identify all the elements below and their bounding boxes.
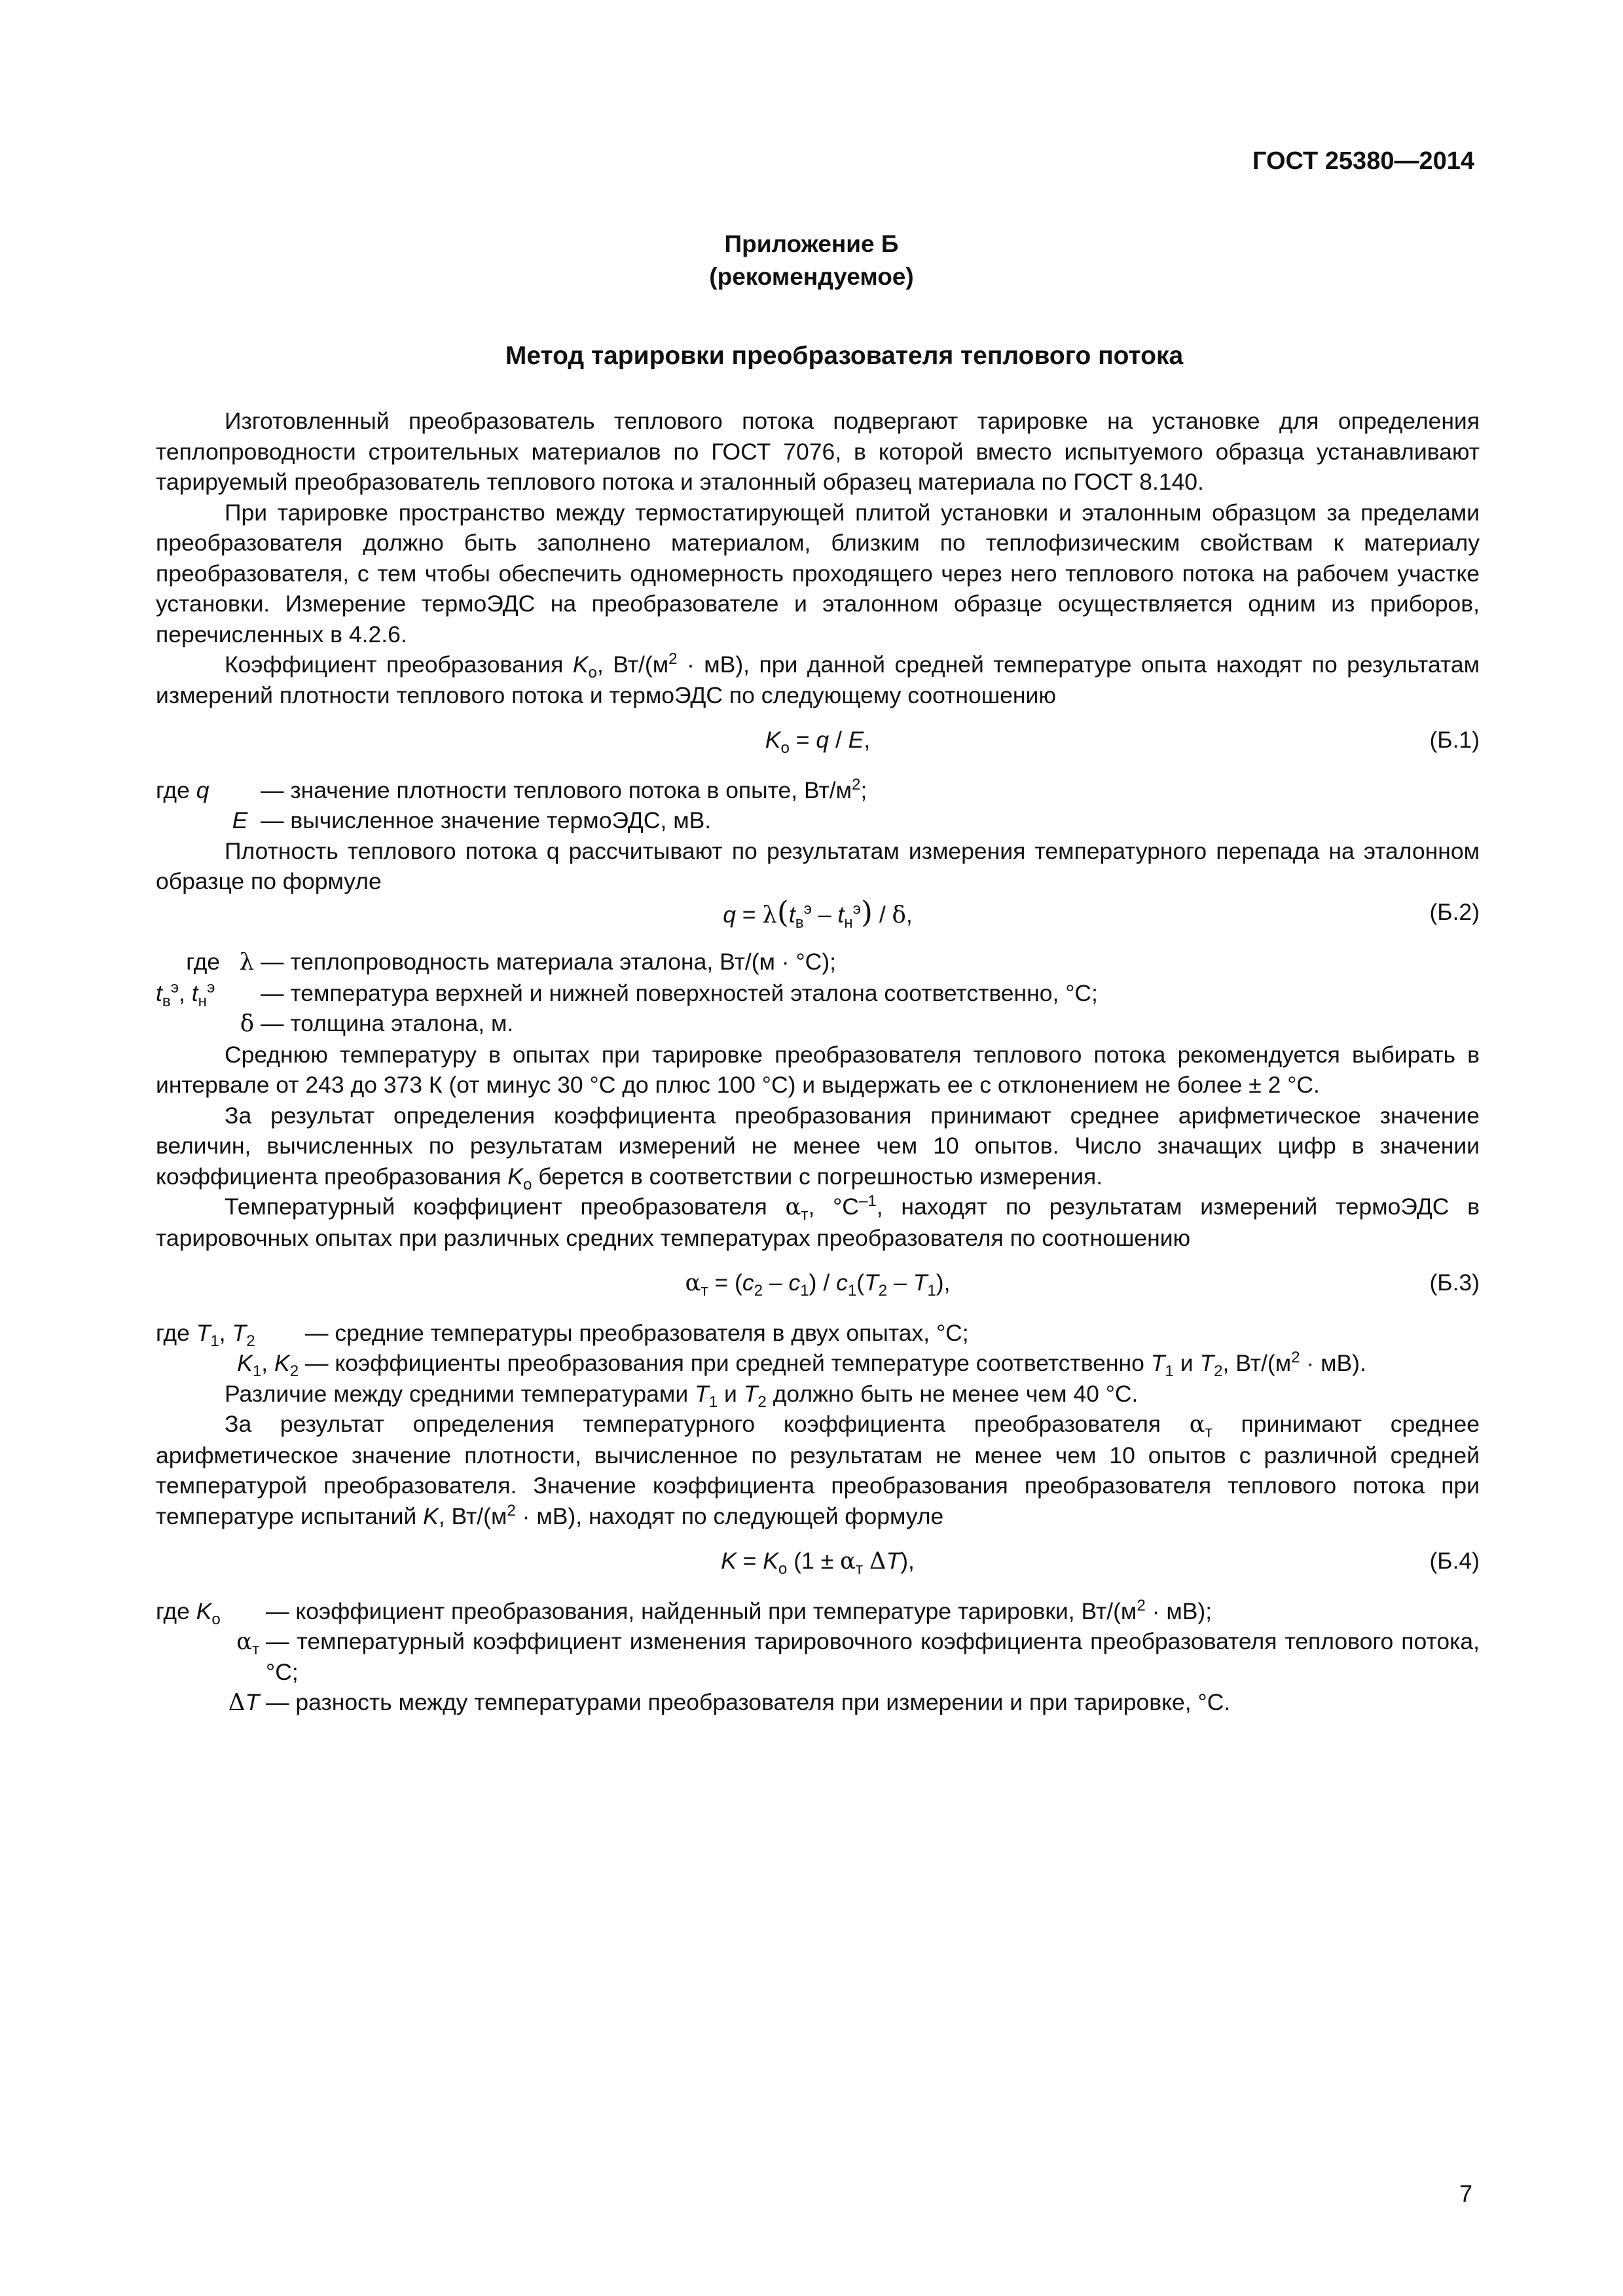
where-block-b4: где $K_о$ — коэффициент преобразования, найденный при температуре тарировки, $Вт/(м^2 \cdot мВ)$; $\alpha_т$ — температурный коэффициент изменения тарировочного коэффициента преобразователя теплового потока, °С; ΔT — разность между температурами преобразователя при измерении и при тарировке, °С.: [156, 1596, 1480, 1716]
appendix-subtitle: (рекомендуемое): [709, 263, 914, 290]
paragraph-2: При тарировке пространство между термостатирующей плитой установки и эталонным образцом за пределами преобразователя должно быть заполнено материалом, близким по теплофизическим свойствам к материалу преобразователя, с тем чтобы обеспечить одномерность проходящего через него теплового потока на рабочем участке установки. Измерение термоЭДС на преобразователе и эталонном образце осуществляется одним из приборов, перечисленных в 4.2.6.: [156, 499, 1480, 647]
formula-b1: $K_о = q / E$, (Б.1): [156, 725, 1480, 756]
formula-number: (Б.3): [1429, 1269, 1480, 1296]
paragraph-1: Изготовленный преобразователь теплового потока подвергают тарировке на установке для определения теплопроводности строительных материалов по ГОСТ 7076, в которой вместо испытуемого образца устанавливают тарируемый преобразователь теплового потока и эталонный образец материала по ГОСТ 8.140.: [156, 408, 1480, 495]
formula-b2: $q = \lambda(t_в^э - t_н^э) / \delta$, (Б.2): [723, 894, 1480, 932]
where-block-b3: где $T_1$, $T_2$ — средние температуры преобразователя в двух опытах, °С; $K_1$, $K_2$ — коэффициенты преобразования при средней температуре соответственно $T_1$ и $T_2$, $Вт/(м^2 \cdot мВ)$.: [156, 1319, 1366, 1381]
where-block-b2: где λ — теплопроводность материала эталона, Вт/(м · °С); $t_в^э$, $t_н^э$ — температура верхней и нижней поверхностей эталона соответственно, °С; δ — толщина эталона, м.: [156, 949, 1098, 1037]
formula-b3: $\alpha_т = (c_2 - c_1) / c_1(T_2 - T_1)$, (Б.3): [156, 1267, 1480, 1298]
document-code: ГОСТ 25380—2014: [1252, 147, 1474, 175]
paragraph-8: Различие между средними температурами $T_1$ и $T_2$ должно быть не менее чем 40 °С.: [225, 1380, 1139, 1411]
formula-number: (Б.4): [1429, 1548, 1480, 1574]
appendix-title: Приложение Б: [724, 230, 899, 257]
page-number: 7: [1459, 2180, 1472, 2207]
paragraph-7: Температурный коэффициент преобразователя $\alpha_т$, $^\circ С^{-1}$, находят по результатам измерений термоЭДС в тарировочных опытах при различных средних температурах преобразователя по соотношению: [156, 1192, 1480, 1251]
paragraph-3: Коэффициент преобразования $K_о$, $Вт/(м^2 \cdot мВ)$, при данной средней температуре опыта находят по результатам измерений плотности теплового потока и термоЭДС по следующему соотношению: [156, 650, 1480, 708]
document-body: [156, 406, 1480, 1719]
formula-number: (Б.2): [1429, 898, 1480, 925]
paragraph-5: Среднюю температуру в опытах при тарировке преобразователя теплового потока рекомендуется выбирать в интервале от 243 до 373 К (от минус 30 °С до плюс 100 °С) и выдержать ее с отклонением не более ± 2 °С.: [156, 1041, 1480, 1098]
paragraph-6: За результат определения коэффициента преобразования принимают среднее арифметическое значение величин, вычисленных по результатам измерений не менее чем 10 опытов. Число значащих цифр в значении коэффициента преобразования $K_о$ берется в соответствии с погрешностью измерения.: [156, 1102, 1480, 1194]
where-block-b1: где q — значение плотности теплового потока в опыте, $Вт/м^2$; E — вычисленное значение термоЭДС, мВ.: [156, 775, 867, 833]
formula-b4: $K = K_о$ ($1 \pm \alpha_т$ ΔT), (Б.4): [156, 1546, 1480, 1576]
paragraph-4: Плотность теплового потока q рассчитывают по результатам измерения температурного перепада на эталонном образце по формуле: [156, 837, 1480, 894]
formula-number: (Б.1): [1429, 727, 1480, 753]
paragraph-9: За результат определения температурного коэффициента преобразователя $\alpha_т$ принимают среднее арифметическое значение плотности, вычисленное по результатам не менее чем 10 опытов с различной средней температурой преобразователя. Значение коэффициента преобразования преобразователя теплового потока при температуре испытаний K, $Вт/(м^2 \cdot мВ)$, находят по следующей формуле: [156, 1411, 1480, 1529]
section-title: Метод тарировки преобразователя теплового потока: [505, 342, 1184, 370]
